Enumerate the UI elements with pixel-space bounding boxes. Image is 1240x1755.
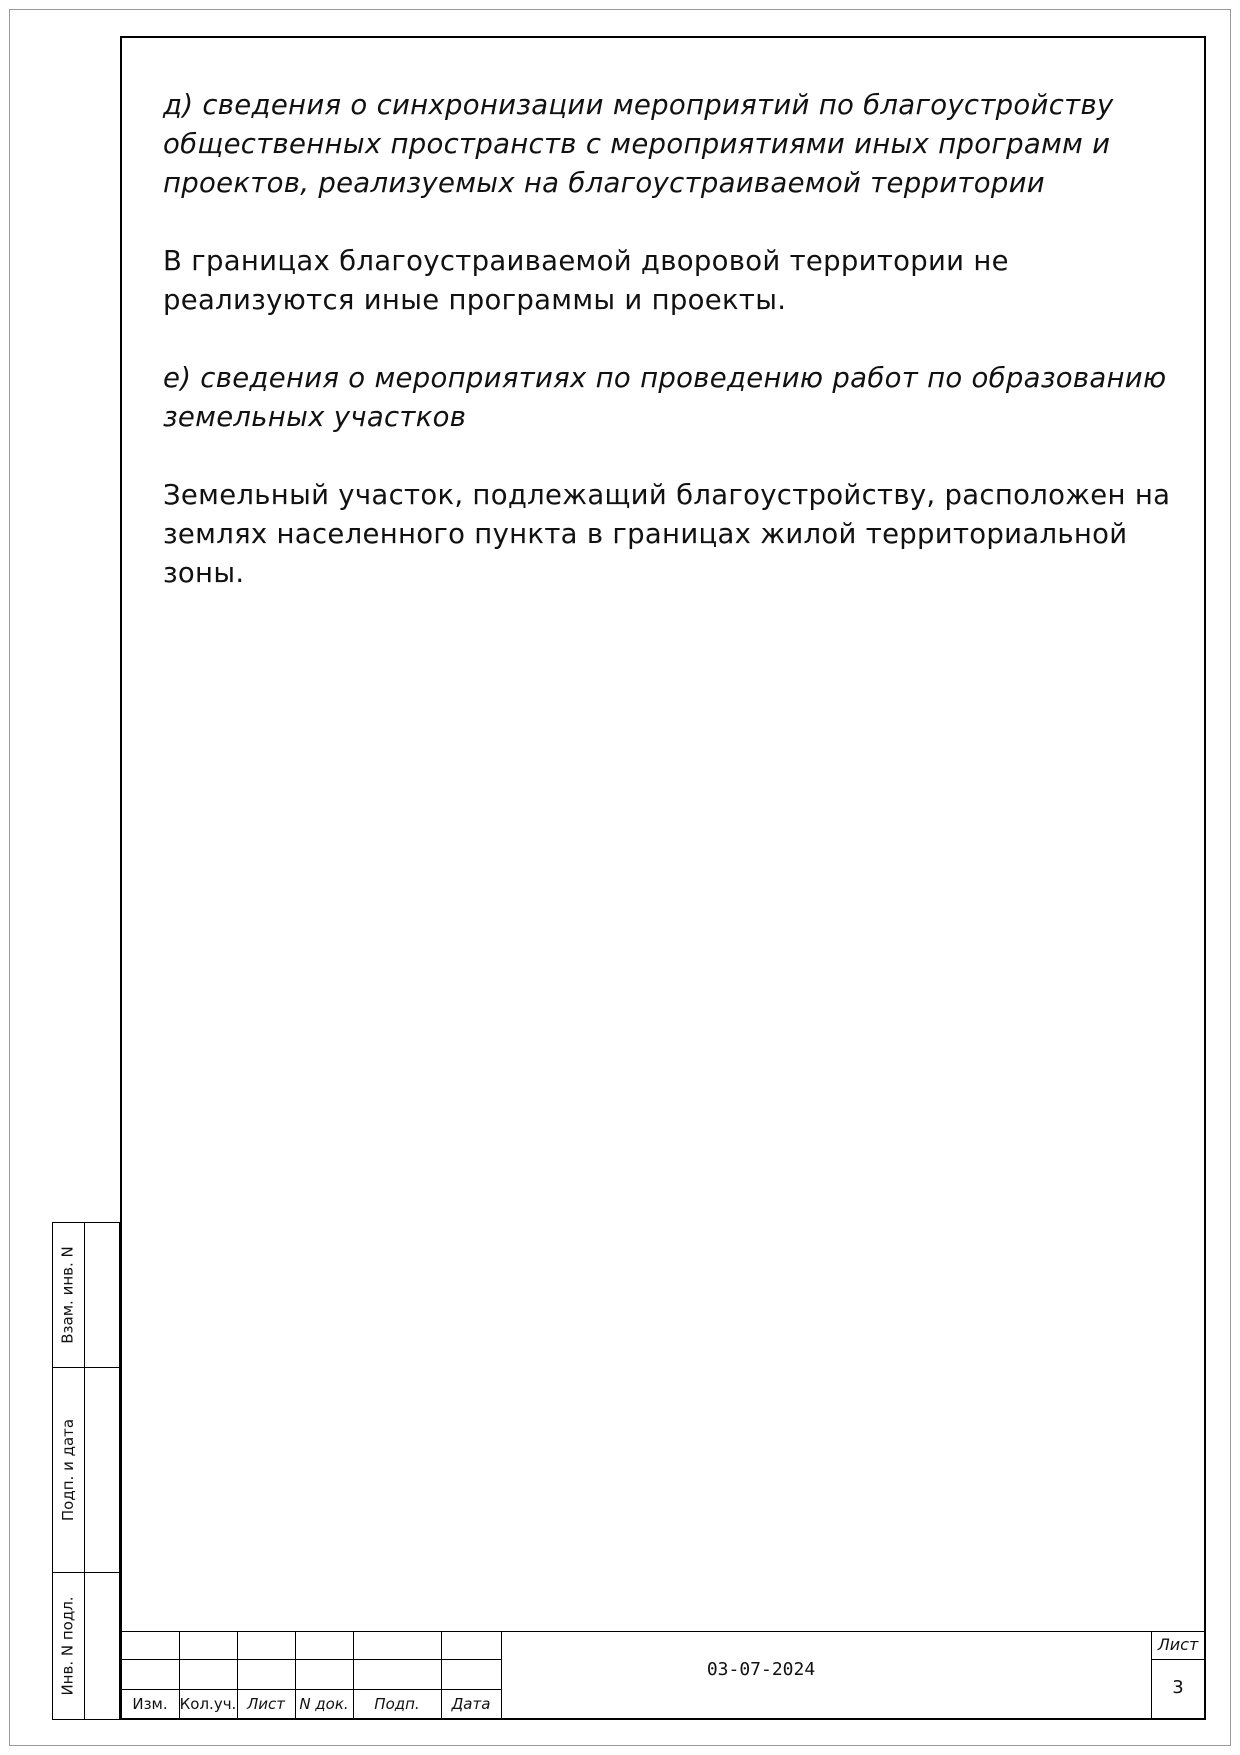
col-podp-label: Подп.: [374, 1695, 420, 1713]
document-code: 03-07-2024: [706, 1659, 816, 1680]
sheet-number: 3: [1172, 1677, 1184, 1698]
col-list-label: Лист: [246, 1695, 285, 1713]
side-stamp: [52, 1222, 122, 1720]
title-block: [121, 1631, 1205, 1719]
side-label-vzam-inv: Взам. инв. N: [59, 1245, 77, 1344]
col-data-label: Дата: [451, 1695, 491, 1713]
paragraph-body-2: Земельный участок, подлежащий благоустройству, расположен на землях населенного пункта в границах жилой территориальной зоны.: [163, 479, 1171, 589]
paragraph-body-1: В границах благоустраиваемой дворовой территории не реализуются иные программы и проекты.: [163, 245, 1009, 316]
paragraph-heading-d: д) сведения о синхронизации мероприятий по благоустройству общественных пространств с мероприятиями иных программ и проектов, реализуемых на благоустраиваемой территории: [163, 89, 1114, 199]
side-label-inv-podl: Инв. N подл.: [59, 1596, 78, 1696]
col-n-dok-label: N док.: [299, 1695, 349, 1713]
sheet-label: Лист: [1157, 1635, 1199, 1654]
col-izm-label: Изм.: [132, 1695, 168, 1713]
side-label-podp-data: Подп. и дата: [59, 1418, 77, 1521]
col-kol-uch-label: Кол.уч.: [179, 1695, 237, 1713]
paragraph-heading-e: е) сведения о мероприятиях по проведению работ по образованию земельных участков: [163, 362, 1167, 433]
document-body: [163, 86, 1173, 632]
